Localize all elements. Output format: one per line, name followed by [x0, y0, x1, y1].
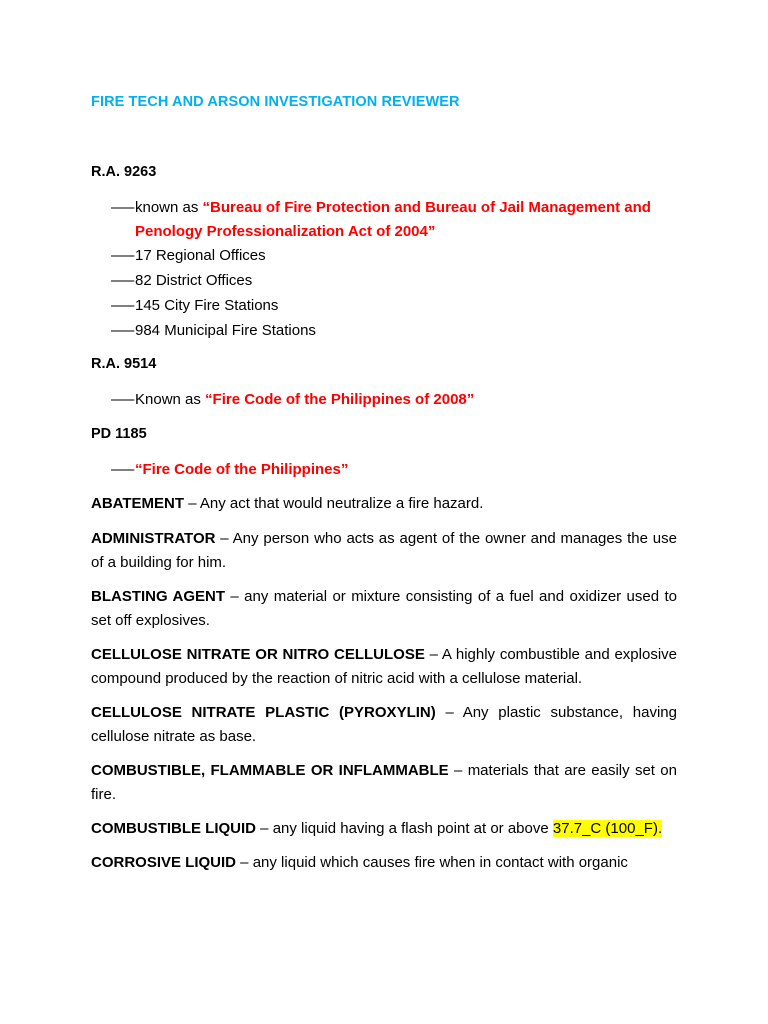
- list-item-text: 17 Regional Offices: [135, 247, 266, 264]
- dash-bullet: —–: [111, 461, 135, 478]
- definition-term: CELLULOSE NITRATE PLASTIC (PYROXYLIN): [91, 704, 436, 721]
- document-title: FIRE TECH AND ARSON INVESTIGATION REVIEWER: [91, 94, 460, 110]
- definition-separator: –: [236, 854, 253, 871]
- act-name: “Fire Code of the Philippines of 2008”: [205, 391, 475, 408]
- definition-combustible-liquid: [91, 817, 677, 841]
- pd-1185-name: [111, 458, 348, 482]
- ra-9263-known-as: [111, 196, 681, 244]
- list-item: [111, 244, 266, 268]
- definition-separator: –: [424, 646, 442, 663]
- dash-bullet: —–: [111, 391, 135, 408]
- ra-9514-known-as: [111, 388, 474, 412]
- list-item-text: 984 Municipal Fire Stations: [135, 322, 316, 339]
- list-item: [111, 269, 252, 293]
- definition-separator: –: [225, 588, 245, 605]
- known-as-prefix: Known as: [135, 391, 206, 408]
- definition-text: Any act that would neutralize a fire hazard.: [199, 495, 484, 512]
- highlighted-value: 37.7_C (100_F).: [552, 820, 663, 837]
- heading-ra-9514: R.A. 9514: [91, 356, 157, 372]
- heading-ra-9263: R.A. 9263: [91, 164, 157, 180]
- definition-term: ADMINISTRATOR: [91, 530, 216, 547]
- list-item: [111, 294, 278, 318]
- definition-term: CELLULOSE NITRATE OR NITRO CELLULOSE: [91, 646, 425, 663]
- definition-text: Any person who acts as agent of the owner and manages the use of a building for him.: [91, 530, 677, 571]
- definition-text: any material or mixture consisting of a fuel and oxidizer used to set off explosives.: [91, 588, 677, 629]
- definition-blasting-agent: [91, 585, 677, 633]
- definition-administrator: [91, 527, 677, 575]
- definition-cellulose-nitrate-plastic: [91, 701, 677, 749]
- definition-text: Any plastic substance, having cellulose nitrate as base.: [91, 704, 677, 745]
- dash-bullet: —–: [111, 272, 135, 289]
- definition-term: COMBUSTIBLE, FLAMMABLE OR INFLAMMABLE: [91, 762, 449, 779]
- known-as-prefix: known as: [135, 199, 203, 216]
- dash-bullet: —–: [111, 297, 135, 314]
- dash-bullet: —–: [111, 247, 135, 264]
- heading-pd-1185: PD 1185: [91, 426, 147, 442]
- definition-separator: –: [448, 762, 468, 779]
- dash-bullet: —–: [111, 322, 135, 339]
- act-name: “Fire Code of the Philippines”: [135, 461, 349, 478]
- definition-abatement: [91, 492, 677, 516]
- definition-term: ABATEMENT: [91, 495, 185, 512]
- definition-text: any liquid having a flash point at or above: [272, 820, 553, 837]
- definition-text: A highly combustible and explosive compound produced by the reaction of nitric acid with a cellulose material.: [91, 646, 677, 687]
- definition-combustible-flammable: [91, 759, 677, 807]
- definition-term: BLASTING AGENT: [91, 588, 225, 605]
- act-name-line1: “Bureau of Fire Protection and Bureau of Jail Management and: [202, 199, 651, 216]
- list-item-text: 145 City Fire Stations: [135, 297, 279, 314]
- definition-term: COMBUSTIBLE LIQUID: [91, 820, 256, 837]
- definition-cellulose-nitrate: [91, 643, 677, 691]
- definition-text: any liquid which causes fire when in contact with organic: [252, 854, 628, 871]
- definition-separator: –: [184, 495, 200, 512]
- definition-term: CORROSIVE LIQUID: [91, 854, 237, 871]
- definition-text: materials that are easily set on fire.: [91, 762, 677, 803]
- list-item: [111, 319, 316, 343]
- act-name-line2: Penology Professionalization Act of 2004”: [135, 223, 436, 240]
- definition-separator: –: [215, 530, 233, 547]
- definition-separator: –: [256, 820, 273, 837]
- list-item-text: 82 District Offices: [135, 272, 253, 289]
- dash-bullet: —–: [111, 199, 135, 216]
- definition-corrosive-liquid: [91, 851, 677, 875]
- definition-separator: –: [435, 704, 463, 721]
